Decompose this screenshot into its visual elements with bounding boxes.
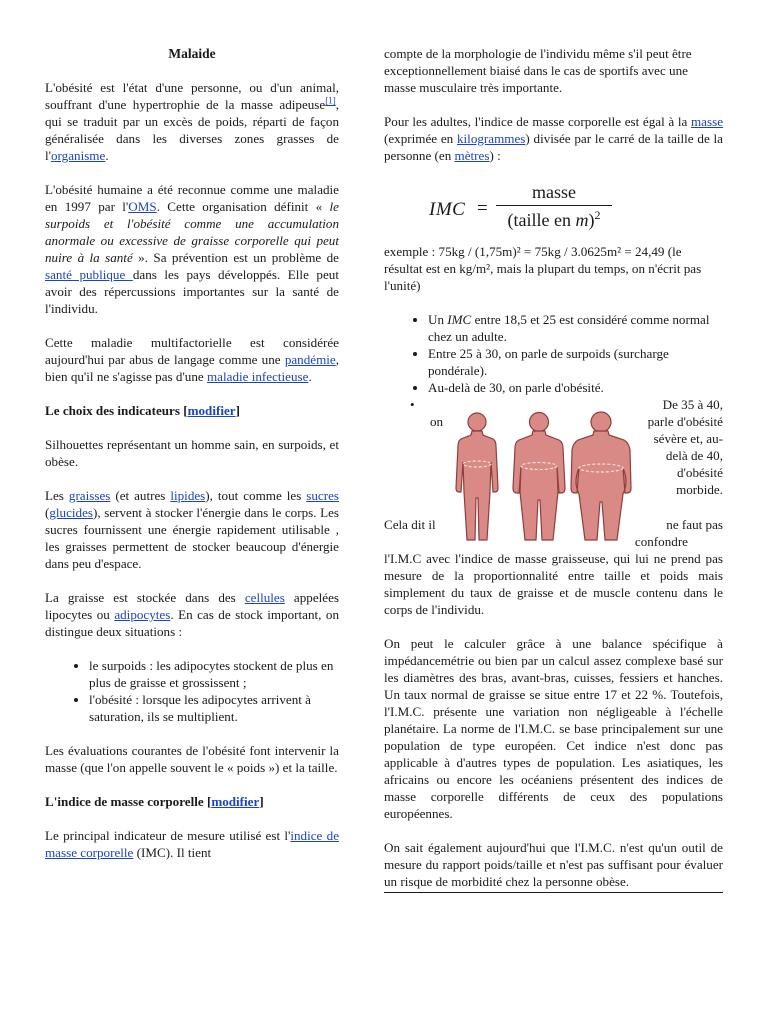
- paragraph-principal-indicateur: [45, 827, 339, 861]
- text: d'obésité: [677, 465, 723, 480]
- heading-text: L'indice de masse corporelle [: [45, 794, 212, 809]
- link-sucres[interactable]: sucres: [306, 488, 339, 503]
- paragraph-adultes: [384, 113, 723, 164]
- imc-formula: [384, 181, 723, 243]
- text: (: [45, 505, 50, 520]
- formula-exponent: 2: [594, 208, 601, 222]
- text: ): [588, 210, 595, 230]
- wrap-line-2: [384, 533, 723, 550]
- link-masse[interactable]: masse: [691, 114, 723, 129]
- text: ), tout comme les: [205, 488, 307, 503]
- heading-choix-indicateurs: [45, 402, 339, 419]
- paragraph-morphologie: compte de la morphologie de l'individu même s'il peut être exceptionnellement biaisé dans le cas de sportifs avec une masse musculaire très importante.: [384, 46, 692, 95]
- formula-numerator: masse: [532, 182, 576, 202]
- text: (exprimée en: [384, 131, 457, 146]
- paragraph-graisses: [45, 487, 339, 572]
- heading-text: Le choix des indicateurs [: [45, 403, 188, 418]
- formula-denominator: [496, 209, 612, 231]
- formula-fraction: [496, 181, 612, 231]
- text: IMC: [447, 312, 472, 327]
- text: L'obésité est l'état d'une personne, ou d'un animal, souffrant d'une hypertrophie de la masse adipeuse: [45, 80, 339, 112]
- formula-lhs: IMC: [429, 199, 466, 220]
- link-organisme[interactable]: organisme: [51, 148, 106, 163]
- text: (taille en: [507, 210, 576, 230]
- link-graisses[interactable]: graisses: [68, 488, 111, 503]
- paragraph-masse-graisseuse: l'I.M.C avec l'indice de masse graisseuse, qui lui ne prend pas mesure de la proportionnalité entre taille et poids mais simplement du taux de graisse et de muscle contenu dans le corps de l'individu.: [384, 551, 723, 617]
- list-item: [428, 311, 723, 345]
- list-situations: [45, 657, 339, 725]
- list-item: • le surpoids : les adipocytes stockent de plus en plus de graisse et grossissent ;: [89, 657, 339, 691]
- footnote-link[interactable]: [1]: [325, 95, 336, 106]
- page-title: Malaide: [168, 46, 216, 61]
- text: ), servent à stocker l'énergie dans le corps. Les sucres fournissent une énergie rapidement utilisable , les graisses permettent de stocker beaucoup d'énergie dans peu d'espace.: [45, 505, 339, 571]
- text: dans les pays développés. Elle peut avoir des répercussions importantes sur la santé de l'individu.: [45, 267, 339, 316]
- text: .: [105, 148, 109, 163]
- text: (IMC). Il tient: [133, 845, 212, 860]
- bullet: •: [410, 397, 415, 412]
- heading-bracket: ]: [259, 794, 264, 809]
- paragraph-silhouettes: Silhouettes représentant un homme sain, en surpoids, et obèse.: [45, 437, 339, 469]
- link-maladie-infectieuse[interactable]: maladie infectieuse: [207, 369, 309, 384]
- list-item: • Au-delà de 30, on parle d'obésité.: [428, 379, 723, 396]
- link-metres[interactable]: mètres: [454, 148, 490, 163]
- text: confondre: [634, 534, 688, 549]
- text: sévère et, au-: [653, 431, 723, 446]
- text: morbide.: [676, 482, 723, 497]
- text: . Cette organisation définit «: [156, 199, 330, 214]
- link-glucides[interactable]: glucides: [49, 505, 94, 520]
- text: La graisse est stockée dans des: [45, 590, 245, 605]
- text: Cette maladie multifactorielle est considérée aujourd'hui par abus de langage comme une: [45, 335, 339, 367]
- paragraph-oms: [45, 181, 339, 317]
- wrap-line-1: [384, 516, 723, 533]
- text: ) :: [489, 148, 501, 163]
- link-oms[interactable]: OMS: [128, 199, 157, 214]
- bottom-rule: [384, 892, 723, 893]
- oms-quote: le surpoids et l'obésité comme une accumulation anormale ou excessive de graisse corporelle qui peut nuire à la santé: [45, 199, 339, 265]
- link-adipocytes[interactable]: adipocytes: [114, 607, 171, 622]
- heading-imc: [45, 793, 339, 810]
- text: Le principal indicateur de mesure utilisé est l': [45, 828, 291, 843]
- text: Cela dit il: [384, 517, 436, 532]
- link-cellules[interactable]: cellules: [244, 590, 285, 605]
- text: ) divisée par le carré de la taille de la personne (en: [384, 131, 723, 163]
- text: (et autres: [110, 488, 171, 503]
- list-item: • Entre 25 à 30, on parle de surpoids (surcharge pondérale).: [428, 345, 723, 379]
- text: . En cas de stock important, on distingue deux situations :: [45, 607, 339, 639]
- link-pandemie[interactable]: pandémie: [284, 352, 336, 367]
- text: ». Sa prévention est un problème de: [132, 250, 339, 265]
- paragraph-exemple: exemple : 75kg / (1,75m)² = 75kg / 3.0625m² = 24,49 (le résultat est en kg/m², mais la plupart du temps, on n'écrit pas l'unité): [384, 244, 702, 293]
- text: appelées lipocytes ou: [45, 590, 339, 622]
- link-kilogrammes[interactable]: kilogrammes: [457, 131, 526, 146]
- right-column: [384, 45, 723, 893]
- fraction-bar: [496, 205, 612, 206]
- paragraph-definition: [45, 79, 339, 164]
- obesite-severe-text: [636, 396, 723, 498]
- text: .: [308, 369, 312, 384]
- text: on: [430, 414, 444, 429]
- link-sante-publique[interactable]: santé publique: [45, 267, 133, 282]
- silhouette-block: [384, 396, 723, 516]
- left-column: [45, 45, 339, 878]
- formula-equals: =: [477, 198, 488, 219]
- text: , bien qu'il ne s'agisse pas d'une: [45, 352, 339, 384]
- paragraph-calcul: On peut le calculer grâce à une balance spécifique à impédancemétrie ou bien par un calcul assez complexe basé sur les diamètres des bras, avant-bras, cuisses, fessiers et hanches. Un taux normal de graisse se situe entre 17 et 22 %. Toutefois, l'I.M.C. présente une variation non négligeable à l'échelle planétaire. La norme de l'I.M.C. se base principalement sur une population de type européen. Cet indice n'est donc pas applicable à d'autres types de population. Les asiatiques, les africains ou encore les océaniens présentent des indices de masse corporelle différents de ceux des populations européennes.: [384, 636, 723, 821]
- paragraph-pandemie: [45, 334, 339, 385]
- text: Un: [428, 312, 448, 327]
- text: Les: [45, 488, 69, 503]
- list-item: • l'obésité : lorsque les adipocytes arrivent à saturation, ils se multiplient.: [89, 691, 339, 725]
- link-imc[interactable]: indice de masse corporelle: [45, 828, 340, 860]
- modifier-link[interactable]: modifier: [211, 794, 260, 809]
- text: entre 18,5 et 25 est considéré comme normal chez un adulte.: [428, 312, 710, 344]
- paragraph-cellules: [45, 589, 339, 640]
- text: De 35 à 40,: [662, 397, 723, 412]
- paragraph-evaluations: Les évaluations courantes de l'obésité font intervenir la masse (que l'on appelle souvent le « poids ») et la taille.: [45, 743, 339, 775]
- formula-var: m: [575, 210, 589, 230]
- text: Pour les adultes, l'indice de masse corporelle est égal à la: [384, 114, 691, 129]
- link-lipides[interactable]: lipides: [170, 488, 206, 503]
- heading-bracket: ]: [235, 403, 240, 418]
- modifier-link[interactable]: modifier: [187, 403, 236, 418]
- text: parle d'obésité: [647, 414, 723, 429]
- list-imc-ranges: [384, 311, 723, 396]
- text: ne faut pas: [666, 517, 723, 532]
- text: L'obésité humaine a été reconnue comme une maladie en 1997 par l': [45, 182, 339, 214]
- paragraph-conclusion: On sait également aujourd'hui que l'I.M.C. n'est qu'un outil de mesure du rapport poids/taille et n'est pas suffisant pour évaluer un risque de morbidité chez la personne obèse.: [384, 840, 723, 889]
- text: , qui se traduit par un excès de poids, réparti de façon généralisée dans les diverses zones grasses de l': [45, 97, 339, 163]
- text: delà de 40,: [665, 448, 723, 463]
